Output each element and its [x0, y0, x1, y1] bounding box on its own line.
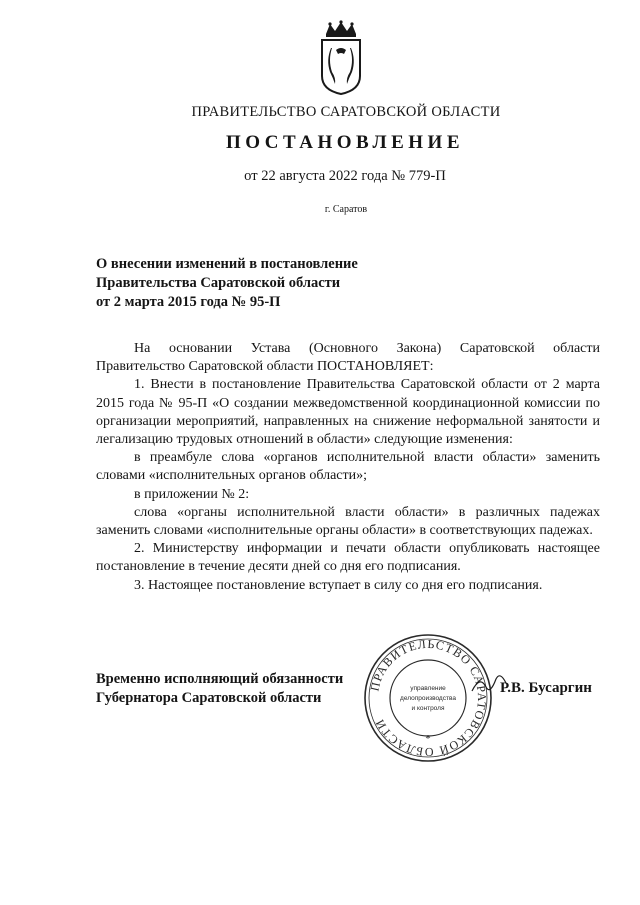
body-paragraph: слова «органы исполнительной власти области» в различных падежах заменить словами «исполнительные органы области» в соответствующих падежах.	[96, 504, 600, 539]
body-paragraph: в приложении № 2:	[134, 486, 250, 502]
signatory-position	[96, 670, 376, 708]
document-date-number: от 22 августа 2022 года № 779-П	[244, 168, 446, 184]
stamp-center-text: делопроизводства	[400, 695, 456, 702]
document-body	[96, 340, 600, 595]
body-paragraph: 1. Внести в постановление Правительства Саратовской области от 2 марта 2015 года № 95-П «О создании межведомственной координационной комиссии по организации мероприятий, направленных на снижение неформальной занятости и легализацию трудовых отношений в области» следующие изменения:	[96, 377, 600, 448]
document-city: г. Саратов	[324, 204, 368, 215]
body-paragraph: в преамбуле слова «органов исполнительной власти области» заменить словами «исполнительных органов области»;	[96, 450, 600, 484]
document-type-title: ПОСТАНОВЛЕНИЕ	[225, 132, 465, 153]
body-paragraph: 3. Настоящее постановление вступает в силу со дня его подписания.	[134, 577, 543, 593]
stamp-star: *	[425, 733, 431, 745]
signatory-position-line: Губернатора Саратовской области	[96, 690, 322, 706]
document-subject	[96, 255, 416, 312]
subject-line: Правительства Саратовской области	[96, 275, 341, 291]
stamp-center-text: управление	[410, 685, 446, 692]
government-name: ПРАВИТЕЛЬСТВО САРАТОВСКОЙ ОБЛАСТИ	[191, 104, 501, 120]
body-paragraph: На основании Устава (Основного Закона) Саратовской области Правительство Саратовской области ПОСТАНОВЛЯЕТ:	[96, 341, 600, 375]
stamp-center-text: и контроля	[411, 705, 445, 712]
signatory-name: Р.В. Бусаргин	[500, 680, 592, 696]
subject-line: от 2 марта 2015 года № 95-П	[96, 294, 281, 310]
subject-line: О внесении изменений в постановление	[96, 256, 358, 272]
signatory-position-line: Временно исполняющий обязанности	[96, 671, 344, 687]
stamp-ring-text: ПРАВИТЕЛЬСТВО САРАТОВСКОЙ ОБЛАСТИ	[367, 636, 490, 760]
body-paragraph: 2. Министерству информации и печати области опубликовать настоящее постановление в течение десяти дней со дня его подписания.	[96, 541, 600, 575]
coat-of-arms-icon	[318, 20, 364, 96]
